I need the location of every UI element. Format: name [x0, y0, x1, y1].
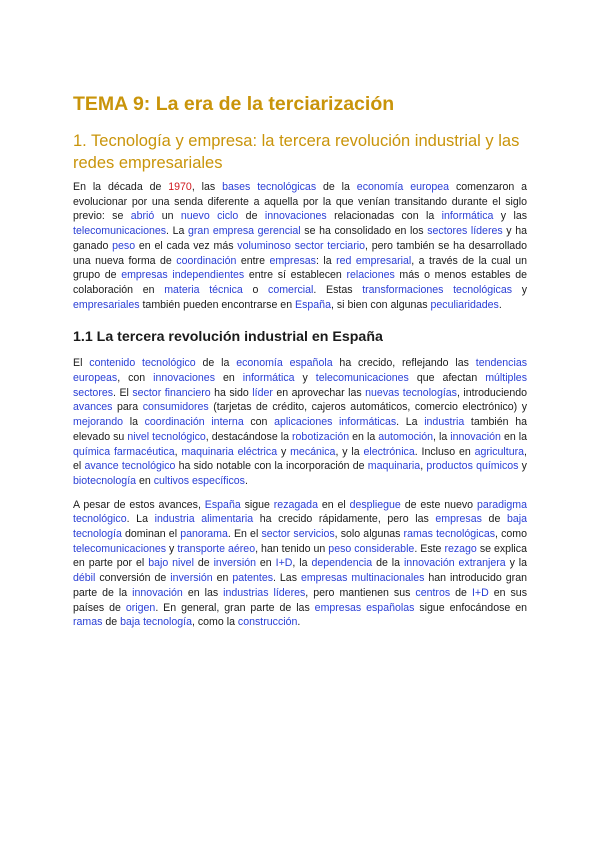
paragraph-intro: En la década de 1970, las bases tecnológicas de la economía europea comenzaron a evolucionar por una senda diferente a aquella por la que venían transitando durante el siglo previo: se abrió un nuevo ciclo de innovaciones relacionadas con la informática y las telecomunicaciones. La gran empresa gerencial se ha consolidado en los sectores líderes y ha ganado peso en el cada vez más voluminoso sector terciario, pero también se ha desarrollado una nueva forma de coordinación entre empresas: la red empresarial, a través de la cual un grupo de empresas independientes entre sí establecen relaciones más o menos estables de colaboración en materia técnica o comercial. Estas transformaciones tecnológicas y empresariales también pueden encontrarse en España, si bien con algunas peculiaridades. — [73, 181, 528, 311]
keyword-highlight: mejorando — [73, 416, 124, 429]
keyword-highlight: industrias líderes — [223, 586, 306, 599]
keyword-highlight: telecomunicaciones — [315, 372, 409, 385]
keyword-highlight: empresas independientes — [121, 269, 245, 282]
keyword-highlight: peculiaridades — [430, 298, 499, 311]
keyword-highlight: ramas tecnológicas — [403, 528, 496, 541]
keyword-highlight: peso considerable — [328, 542, 415, 555]
keyword-highlight: química farmacéutica — [73, 445, 175, 458]
keyword-highlight: sector financiero — [132, 386, 211, 399]
keyword-highlight: I+D — [275, 557, 293, 570]
keyword-highlight: despliegue — [349, 498, 401, 511]
keyword-highlight: inversión — [170, 572, 213, 585]
keyword-highlight: innovación — [450, 430, 501, 443]
keyword-highlight: cultivos específicos — [153, 474, 245, 487]
keyword-highlight: empresas multinacionales — [300, 572, 425, 585]
keyword-highlight: red empresarial — [336, 254, 412, 267]
keyword-highlight: voluminoso — [237, 239, 291, 252]
keyword-highlight: rezago — [444, 542, 477, 555]
keyword-highlight: economía española — [236, 357, 333, 370]
keyword-highlight: economía europea — [356, 181, 450, 193]
keyword-highlight: baja tecnología — [120, 616, 192, 629]
keyword-highlight: informática — [441, 210, 494, 223]
keyword-highlight: múltiples sectores — [73, 372, 527, 399]
keyword-highlight: construcción — [237, 616, 298, 629]
keyword-highlight: nuevas tecnologías — [365, 386, 457, 399]
keyword-highlight: nuevo ciclo — [180, 210, 239, 223]
keyword-highlight: coordinación — [176, 254, 237, 267]
keyword-highlight: patentes — [232, 572, 274, 585]
document-title: TEMA 9: La era de la terciarización — [73, 93, 395, 115]
keyword-highlight: avances — [73, 401, 113, 414]
keyword-highlight: industria — [424, 416, 465, 429]
keyword-highlight: empresariales — [73, 298, 140, 311]
keyword-highlight: agricultura — [474, 445, 525, 458]
keyword-highlight: avance tecnológico — [84, 460, 176, 473]
keyword-highlight: consumidores — [142, 401, 209, 414]
keyword-highlight: automoción — [378, 430, 434, 443]
keyword-highlight: inversión — [213, 557, 256, 570]
keyword-highlight: coordinación interna — [144, 416, 244, 429]
paragraph-contenido-tecnologico: El contenido tecnológico de la economía española ha crecido, reflejando las tendencias europeas, con innovaciones en informática y telecomunicaciones que afectan múltiples sectores. El sector financiero ha sido líder en aprovechar las nuevas tecnologías, introduciendo avances para consumidores (tarjetas de crédito, cajeros automáticos, comercio electrónico) y mejorando la coordinación interna con aplicaciones informáticas. La industria también ha elevado su nivel tecnológico, destacándose la robotización en la automoción, la innovación en la química farmacéutica, maquinaria eléctrica y mecánica, y la electrónica. Incluso en agricultura, el avance tecnológico ha sido notable con la incorporación de maquinaria, productos químicos y biotecnología en cultivos específicos. — [73, 357, 528, 487]
keyword-highlight: bajo nivel — [148, 557, 194, 570]
keyword-highlight: empresas españolas — [314, 601, 415, 614]
keyword-highlight: peso — [112, 239, 136, 252]
keyword-highlight: rezagada — [273, 498, 318, 511]
keyword-highlight: panorama — [180, 528, 228, 541]
keyword-highlight: transporte aéreo — [177, 542, 256, 555]
keyword-highlight: biotecnología — [73, 474, 137, 487]
keyword-highlight: ramas — [73, 616, 103, 629]
keyword-highlight: España — [204, 498, 241, 511]
document-page — [73, 92, 527, 639]
keyword-highlight: centros — [415, 586, 451, 599]
keyword-highlight: paradigma tecnológico — [73, 498, 527, 526]
section-1-heading: 1. Tecnología y empresa: la tercera revolución industrial y las redes empresariales — [73, 132, 520, 172]
keyword-highlight: sector servicios — [261, 528, 335, 541]
keyword-highlight: contenido tecnológico — [89, 357, 196, 370]
keyword-highlight: industria alimentaria — [154, 513, 254, 526]
keyword-highlight: relaciones — [346, 269, 395, 282]
keyword-highlight: innovaciones — [153, 372, 215, 385]
keyword-highlight: tendencias europeas — [73, 357, 528, 385]
keyword-highlight: innovación — [132, 586, 183, 599]
keyword-highlight: dependencia — [311, 557, 373, 570]
keyword-highlight: comercial — [268, 283, 314, 296]
keyword-highlight: empresas — [269, 254, 316, 267]
keyword-highlight: nivel tecnológico — [127, 430, 206, 443]
keyword-highlight: telecomunicaciones — [73, 225, 167, 238]
keyword-highlight: sector terciario — [294, 239, 365, 252]
subsection-1-1-heading: 1.1 La tercera revolución industrial en España — [73, 329, 383, 346]
keyword-highlight: telecomunicaciones — [73, 542, 167, 555]
paragraph-rezago-espana: A pesar de estos avances, España sigue rezagada en el despliegue de este nuevo paradigma tecnológico. La industria alimentaria ha crecido rápidamente, pero las empresas de baja tecnología dominan el panorama. En el sector servicios, solo algunas ramas tecnológicas, como telecomunicaciones y transporte aéreo, han tenido un peso considerable. Este rezago se explica en parte por el bajo nivel de inversión en I+D, la dependencia de la innovación extranjera y la débil conversión de inversión en patentes. Las empresas multinacionales han introducido gran parte de la innovación en las industrias líderes, pero mantienen sus centros de I+D en sus países de origen. En general, gran parte de las empresas españolas sigue enfocándose en ramas de baja tecnología, como la construcción. — [73, 498, 528, 629]
keyword-highlight: débil — [73, 572, 96, 585]
keyword-highlight: innovaciones — [264, 210, 327, 223]
keyword-highlight: sectores líderes — [427, 225, 503, 238]
keyword-highlight: líder — [252, 386, 273, 399]
keyword-highlight: bases tecnológicas — [222, 181, 317, 193]
keyword-highlight: abrió — [130, 210, 155, 223]
keyword-highlight: baja tecnología — [73, 513, 527, 541]
keyword-highlight: empresas — [435, 513, 482, 526]
keyword-highlight: informática — [242, 372, 295, 385]
keyword-highlight: mecánica — [290, 445, 336, 458]
keyword-highlight: electrónica — [363, 445, 415, 458]
keyword-highlight: productos químicos — [426, 460, 519, 473]
keyword-highlight: I+D — [471, 586, 489, 599]
keyword-highlight: maquinaria eléctrica — [181, 445, 278, 458]
keyword-highlight: materia técnica — [164, 283, 243, 296]
keyword-highlight: España — [295, 298, 331, 311]
year-highlight: 1970 — [168, 181, 192, 193]
keyword-highlight: gran empresa gerencial — [188, 225, 301, 238]
keyword-highlight: maquinaria — [367, 460, 421, 473]
keyword-highlight: aplicaciones informáticas — [274, 416, 397, 429]
keyword-highlight: origen — [125, 601, 156, 614]
keyword-highlight: innovación extranjera — [403, 557, 506, 570]
keyword-highlight: transformaciones tecnológicas — [362, 283, 513, 296]
keyword-highlight: robotización — [292, 430, 350, 443]
